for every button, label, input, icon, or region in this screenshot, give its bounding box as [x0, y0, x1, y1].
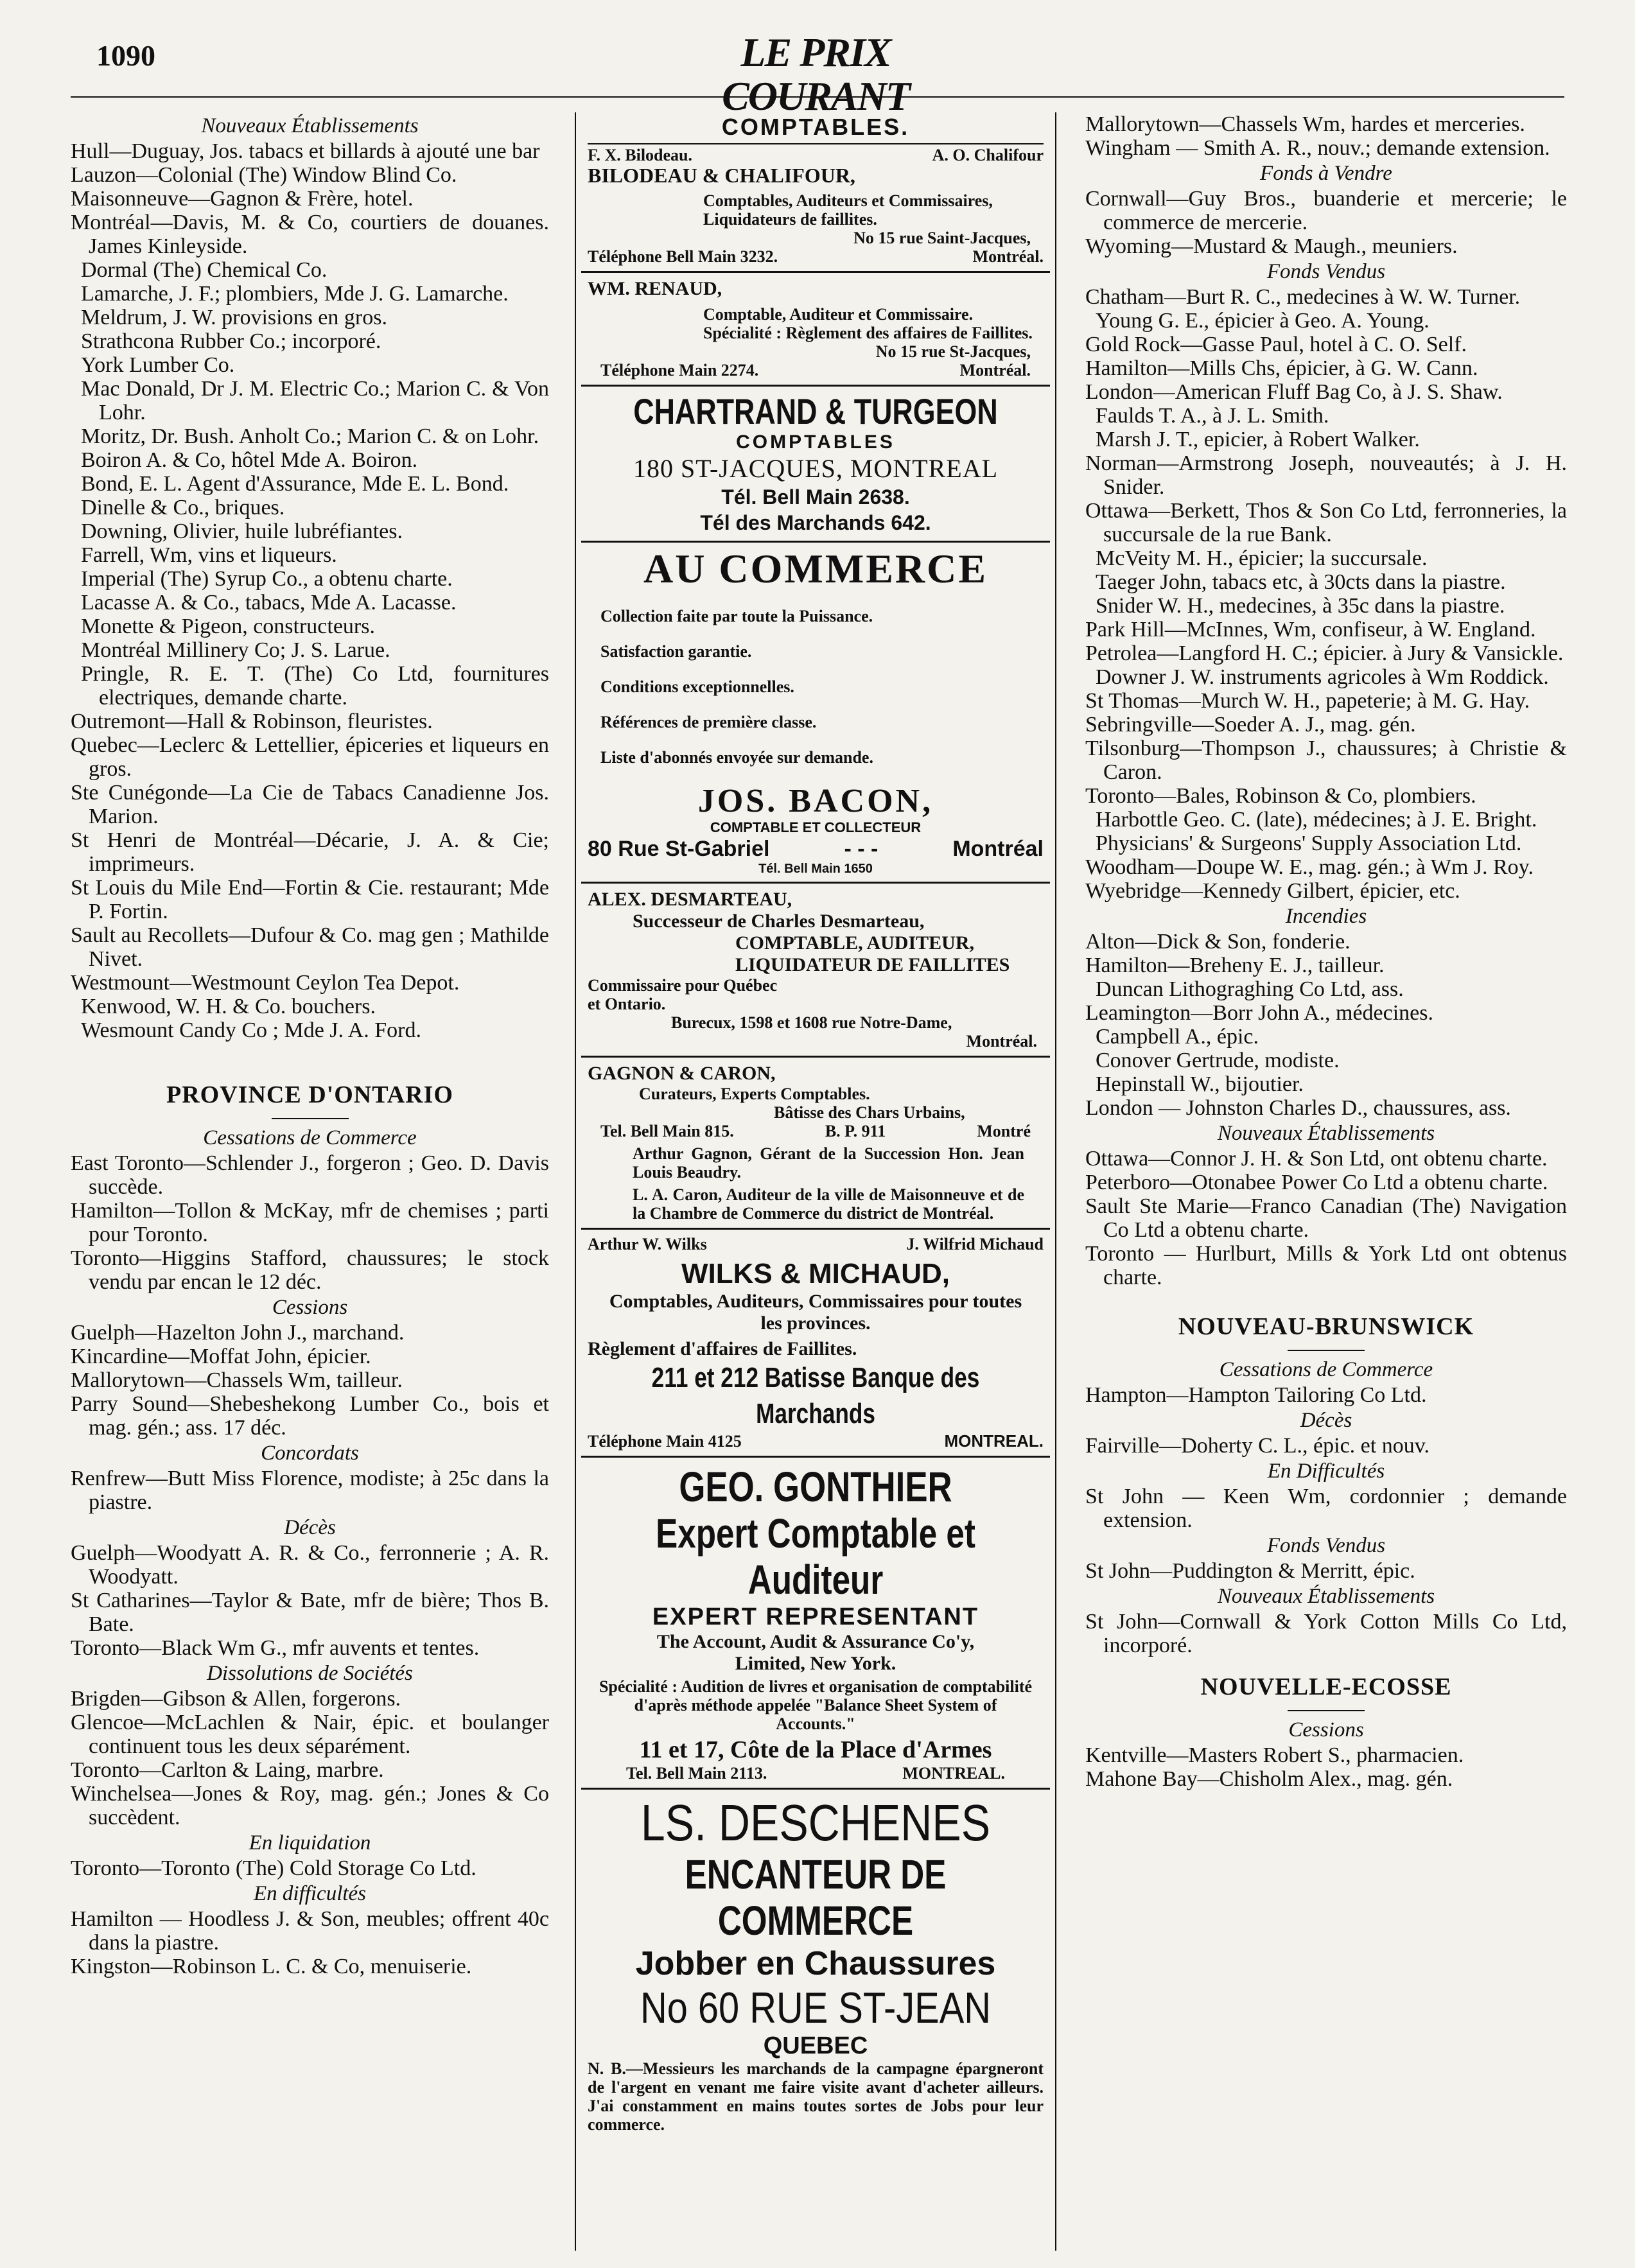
section-heading: Nouveaux Établissements [1217, 1585, 1435, 1608]
firm-role: COMPTABLE, AUDITEUR, [735, 932, 974, 954]
list-entry: Montréal—Davis, M. & Co, courtiers de douanes. James Kinleyside. [71, 211, 549, 258]
list-entry: Gold Rock—Gasse Paul, hotel à C. O. Self. [1085, 333, 1467, 356]
list-sub-entry: Lamarche, J. F.; plombiers, Mde J. G. Lamarche. [81, 282, 509, 306]
list-entry: Sebringville—Soeder A. J., mag. gén. [1085, 713, 1416, 737]
divider [272, 1118, 349, 1119]
comptables-title: COMPTABLES. [721, 114, 910, 140]
section-heading: Dissolutions de Sociétés [207, 1662, 413, 1685]
list-sub-entry: Moritz, Dr. Bush. Anholt Co.; Marion C. & on Lohr. [81, 424, 539, 448]
list-entry: Guelph—Hazelton John J., marchand. [71, 1321, 405, 1345]
list-entry: Peterboro—Otonabee Power Co Ltd a obtenu charte. [1085, 1171, 1548, 1194]
section-heading: Incendies [1285, 905, 1367, 928]
firm-bp: B. P. 911 [825, 1122, 886, 1140]
ad-line: Références de première classe. [600, 713, 817, 731]
firm-description: Comptables, Auditeurs et Commissaires, Liquidateurs de faillites. [703, 191, 993, 229]
firm-note: Règlement d'affaires de Faillites. [588, 1338, 857, 1359]
list-entry: Mallorytown—Chassels Wm, tailleur. [71, 1368, 403, 1392]
list-entry: St Henri de Montréal—Décarie, J. A. & Cie; imprimeurs. [71, 828, 549, 876]
section-heading: En liquidation [249, 1831, 371, 1854]
firm-city: Montréal. [966, 1032, 1037, 1051]
list-sub-entry: Wesmount Candy Co ; Mde J. A. Ford. [81, 1018, 421, 1042]
firm-address: 211 et 212 Batisse Banque des Marchands [651, 1362, 980, 1429]
firm-city: Montré [977, 1122, 1031, 1140]
province-heading: NOUVEAU-BRUNSWICK [1178, 1313, 1474, 1340]
list-sub-entry: Lacasse A. & Co., tabacs, Mde A. Lacasse. [81, 591, 457, 615]
firm-phone: Tél. Bell Main 1650 [758, 862, 873, 876]
divider [1288, 1710, 1365, 1711]
list-entry: St Louis du Mile End—Fortin & Cie. restaurant; Mde P. Fortin. [71, 876, 549, 923]
owner-name: JOS. BACON, [697, 783, 934, 819]
firm-phone: Tél des Marchands 642. [700, 511, 931, 534]
ad-line: Collection faite par toute la Puissance. [600, 607, 873, 625]
firm-address: No 15 rue Saint-Jacques, [853, 229, 1031, 247]
sub-entry-list [71, 258, 549, 710]
ad-bilodeau [581, 112, 1050, 273]
list-entry: Fairville—Doherty C. L., épic. et nouv. [1085, 1434, 1430, 1458]
list-entry: Outremont—Hall & Robinson, fleuristes. [71, 710, 433, 733]
list-sub-entry: Meldrum, J. W. provisions en gros. [81, 306, 387, 329]
section-heading: Cessations de Commerce [203, 1126, 417, 1149]
firm-subtitle: Jobber en Chaussures [635, 1945, 996, 1982]
section-heading: Cessions [272, 1296, 348, 1319]
ad-lines [588, 607, 1044, 767]
divider [1288, 1350, 1365, 1351]
list-entry: Wyoming—Mustard & Maugh., meuniers. [1085, 234, 1458, 258]
list-sub-entry: Montréal Millinery Co; J. S. Larue. [81, 638, 390, 662]
owner-role: COMPTABLE ET COLLECTEUR [710, 819, 922, 835]
list-sub-entry: York Lumber Co. [81, 353, 235, 377]
ad-line: Conditions exceptionnelles. [600, 677, 794, 696]
list-sub-entry: Mac Donald, Dr J. M. Electric Co.; Marion C. & Von Lohr. [81, 377, 549, 424]
list-entry: Westmount—Westmount Ceylon Tea Depot. [71, 971, 460, 995]
firm-phone: Téléphone Bell Main 3232. [588, 247, 778, 266]
list-entry: Norman—Armstrong Joseph, nouveautés; à J. H. Snider. [1085, 451, 1567, 499]
list-entry: Sault au Recollets—Dufour & Co. mag gen ; Mathilde Nivet. [71, 923, 549, 971]
list-entry: St Thomas—Murch W. H., papeterie; à M. G. Hay. [1085, 689, 1530, 713]
firm-name: GEO. GONTHIER [679, 1463, 952, 1510]
list-sub-entry: Kenwood, W. H. & Co. bouchers. [81, 995, 376, 1018]
list-entry: Park Hill—McInnes, Wm, confiseur, à W. England. [1085, 618, 1536, 641]
firm-title: COMPTABLES [736, 432, 895, 453]
masthead-logo: LE PRIX COURANT [722, 30, 909, 119]
list-entry: Parry Sound—Shebeshekong Lumber Co., bois et mag. gén.; ass. 17 déc. [71, 1392, 549, 1440]
list-sub-entry: Taeger John, tabacs etc, à 30cts dans la piastre. [1096, 570, 1506, 594]
list-sub-entry: Young G. E., épicier à Geo. A. Young. [1096, 309, 1430, 333]
province-heading: NOUVELLE-ECOSSE [1200, 1673, 1452, 1700]
list-entry: Wyebridge—Kennedy Gilbert, épicier, etc. [1085, 879, 1460, 903]
list-sub-entry: Duncan Lithograghing Co Ltd, ass. [1096, 977, 1404, 1001]
ad-chartrand [581, 387, 1050, 543]
firm-description: Spécialité : Audition de livres et organisation de comptabilité d'après méthode appelée "Balance Sheet System of Accounts." [599, 1677, 1033, 1733]
list-sub-entry: Downer J. W. instruments agricoles à Wm Roddick. [1096, 665, 1549, 689]
section-list [71, 1126, 549, 1978]
list-sub-entry: Farrell, Wm, vins et liqueurs. [81, 543, 337, 567]
list-sub-entry: Physicians' & Surgeons' Supply Association Ltd. [1096, 832, 1522, 855]
list-entry: St John — Keen Wm, cordonnier ; demande extension. [1085, 1485, 1567, 1532]
firm-title: ENCANTEUR DE COMMERCE [685, 1851, 947, 1944]
firm-name: BILODEAU & CHALIFOUR, [588, 164, 855, 187]
firm-city: Montréal. [959, 361, 1031, 379]
list-entry: Mallorytown—Chassels Wm, hardes et merceries. [1085, 112, 1525, 136]
partner-name: A. O. Chalifour [932, 146, 1044, 164]
list-entry: Hampton—Hampton Tailoring Co Ltd. [1085, 1383, 1427, 1407]
list-entry: St John—Cornwall & York Cotton Mills Co Ltd, incorporé. [1085, 1610, 1567, 1657]
firm-name: AU COMMERCE [643, 546, 988, 591]
firm-name: CHARTRAND & TURGEON [633, 391, 998, 432]
list-entry: Ottawa—Connor J. H. & Son Ltd, ont obtenu charte. [1085, 1147, 1548, 1171]
ad-renaud [581, 273, 1050, 387]
firm-phone: Tel. Bell Main 815. [600, 1122, 734, 1140]
list-entry: Hamilton—Tollon & McKay, mfr de chemises ; parti pour Toronto. [71, 1199, 549, 1246]
ad-deschenes [581, 1790, 1050, 2139]
ad-gonthier [581, 1458, 1050, 1790]
section-heading: Concordats [261, 1442, 359, 1465]
list-entry: Glencoe—McLachlen & Nair, épic. et boulanger continuent tous les deux séparément. [71, 1711, 549, 1758]
list-entry: Hamilton—Breheny E. J., tailleur. [1085, 954, 1385, 977]
firm-description: Comptables, Auditeurs, Commissaires pour toutes les provinces. [609, 1291, 1022, 1334]
section-heading: Cessions [1288, 1718, 1364, 1741]
entry-list [71, 710, 549, 995]
ad-wilks [581, 1230, 1050, 1458]
firm-address: Burecux, 1598 et 1608 rue Notre-Dame, [671, 1013, 952, 1032]
firm-role: LIQUIDATEUR DE FAILLITES [735, 954, 1010, 975]
list-entry: Brigden—Gibson & Allen, forgerons. [71, 1687, 401, 1711]
list-entry: Tilsonburg—Thompson J., chaussures; à Christie & Caron. [1085, 737, 1567, 784]
list-entry: Petrolea—Langford H. C.; épicier. à Jury & Vansickle. [1085, 641, 1564, 665]
header-rule [71, 96, 1564, 98]
ad-au-commerce [581, 543, 1050, 884]
firm-address: No 15 rue St-Jacques, [875, 342, 1031, 361]
section-heading: Fonds à Vendre [1260, 162, 1392, 185]
firm-phone: Tel. Bell Main 2113. [626, 1764, 767, 1783]
list-sub-entry: Snider W. H., medecines, à 35c dans la piastre. [1096, 594, 1505, 618]
list-entry: Maisonneuve—Gagnon & Frère, hotel. [71, 187, 414, 211]
list-entry: London — Johnston Charles D., chaussures, ass. [1085, 1096, 1511, 1120]
list-sub-entry: Campbell A., épic. [1096, 1025, 1259, 1049]
list-entry: Toronto — Hurlburt, Mills & York Ltd ont obtenus charte. [1085, 1242, 1567, 1289]
firm-note: N. B.—Messieurs les marchands de la campagne épargneront de l'argent en venant me faire visite avant d'acheter ailleurs. J'ai constamment en mains toutes sortes de Jobs pour leur commerce. [588, 2059, 1044, 2134]
section-heading: En Difficultés [1267, 1460, 1385, 1483]
list-entry: Toronto—Bales, Robinson & Co, plombiers. [1085, 784, 1476, 808]
list-entry: Toronto—Higgins Stafford, chaussures; le stock vendu par encan le 12 déc. [71, 1246, 549, 1294]
list-entry: Cornwall—Guy Bros., buanderie et mercerie; le commerce de mercerie. [1085, 187, 1567, 234]
list-entry: Chatham—Burt R. C., medecines à W. W. Turner. [1085, 285, 1521, 309]
separator: - - - [844, 837, 879, 861]
firm-city: QUEBEC [763, 2032, 868, 2059]
firm-address: Bâtisse des Chars Urbains, [774, 1103, 965, 1122]
section-list [1085, 161, 1567, 1289]
ad-line: Liste d'abonnés envoyée sur demande. [600, 748, 873, 767]
firm-company: The Account, Audit & Assurance Co'y, Limited, New York. [656, 1631, 975, 1674]
list-entry: Hamilton—Mills Chs, épicier, à G. W. Cann. [1085, 356, 1478, 380]
list-sub-entry: Dormal (The) Chemical Co. [81, 258, 328, 282]
sub-entry-list [71, 995, 549, 1042]
list-entry: London—American Fluff Bag Co, à J. S. Shaw. [1085, 380, 1503, 404]
ad-line: Satisfaction garantie. [600, 642, 752, 661]
list-entry: Mahone Bay—Chisholm Alex., mag. gén. [1085, 1767, 1453, 1791]
commissaire: Commissaire pour Québec et Ontario. [588, 976, 778, 1013]
section-heading: Fonds Vendus [1266, 260, 1386, 283]
list-entry: Kentville—Masters Robert S., pharmacien. [1085, 1743, 1464, 1767]
section-heading: Décès [1300, 1409, 1352, 1432]
list-entry: St Catharines—Taylor & Bate, mfr de bière; Thos B. Bate. [71, 1589, 549, 1636]
list-sub-entry: Bond, E. L. Agent d'Assurance, Mde E. L. Bond. [81, 472, 509, 496]
partner-name: Arthur W. Wilks [588, 1235, 707, 1253]
firm-description: Curateurs, Experts Comptables. [639, 1085, 870, 1103]
list-sub-entry: Dinelle & Co., briques. [81, 496, 285, 519]
list-entry: Woodham—Doupe W. E., mag. gén.; à Wm J. Roy. [1085, 855, 1534, 879]
list-sub-entry: Conover Gertrude, modiste. [1096, 1049, 1340, 1072]
list-entry: Toronto—Carlton & Laing, marbre. [71, 1758, 384, 1782]
partner-name: J. Wilfrid Michaud [906, 1235, 1044, 1253]
list-entry: Lauzon—Colonial (The) Window Blind Co. [71, 163, 457, 187]
ad-desmarteau [581, 884, 1050, 1058]
firm-phone: Tél. Bell Main 2638. [721, 485, 910, 509]
list-sub-entry: Downing, Olivier, huile lubréfiantes. [81, 519, 403, 543]
firm-name: WM. RENAUD, [588, 278, 722, 299]
list-entry: Renfrew—Butt Miss Florence, modiste; à 25c dans la piastre. [71, 1467, 549, 1514]
list-entry: Ottawa—Berkett, Thos & Son Co Ltd, ferronneries, la succursale de la rue Bank. [1085, 499, 1567, 546]
list-sub-entry: Harbottle Geo. C. (late), médecines; à J. E. Bright. [1096, 808, 1537, 832]
firm-phone: Téléphone Main 2274. [600, 361, 759, 379]
entry-list [71, 139, 549, 258]
ad-gagnon [581, 1058, 1050, 1230]
section-heading: Cessations de Commerce [1219, 1358, 1433, 1381]
section-list [1085, 1718, 1567, 1791]
firm-note: Arthur Gagnon, Gérant de la Succession Hon. Jean Louis Beaudry. [633, 1144, 1024, 1182]
column-ads [575, 112, 1056, 2251]
firm-phone: Téléphone Main 4125 [588, 1432, 742, 1451]
column-left [71, 112, 549, 2219]
list-entry: Sault Ste Marie—Franco Canadian (The) Navigation Co Ltd a obtenu charte. [1085, 1194, 1567, 1242]
list-sub-entry: Strathcona Rubber Co.; incorporé. [81, 329, 381, 353]
list-entry: Guelph—Woodyatt A. R. & Co., ferronnerie ; A. R. Woodyatt. [71, 1541, 549, 1589]
firm-city: Montréal. [972, 247, 1044, 266]
list-entry: East Toronto—Schlender J., forgeron ; Geo. D. Davis succède. [71, 1151, 549, 1199]
list-sub-entry: Boiron A. & Co, hôtel Mde A. Boiron. [81, 448, 418, 472]
page-number: 1090 [96, 39, 155, 72]
column-right [1085, 112, 1567, 2219]
list-sub-entry: Marsh J. T., epicier, à Robert Walker. [1096, 428, 1420, 451]
list-sub-entry: McVeity M. H., épicier; la succursale. [1096, 546, 1428, 570]
list-entry: Toronto—Black Wm G., mfr auvents et tentes. [71, 1636, 480, 1660]
list-entry: Hull—Duguay, Jos. tabacs et billards à ajouté une bar [71, 139, 540, 163]
firm-note: L. A. Caron, Auditeur de la ville de Maisonneuve et de la Chambre de Commerce du district de Montréal. [633, 1185, 1024, 1223]
list-entry: St John—Puddington & Merritt, épic. [1085, 1559, 1415, 1583]
list-entry: Alton—Dick & Son, fonderie. [1085, 930, 1351, 954]
list-entry: Toronto—Toronto (The) Cold Storage Co Ltd. [71, 1856, 477, 1880]
list-sub-entry: Pringle, R. E. T. (The) Co Ltd, fournitures electriques, demande charte. [81, 662, 549, 710]
section-heading: Fonds Vendus [1266, 1534, 1386, 1557]
firm-description: Comptable, Auditeur et Commissaire. Spécialité : Règlement des affaires de Faillites. [703, 305, 1033, 342]
list-entry: Wingham — Smith A. R., nouv.; demande extension. [1085, 136, 1550, 160]
section-heading: Nouveaux Établissements [1217, 1122, 1435, 1145]
list-entry: Hamilton — Hoodless J. & Son, meubles; offrent 40c dans la piastre. [71, 1907, 549, 1955]
firm-name: LS. DESCHENES [640, 1794, 991, 1851]
firm-city: MONTREAL. [944, 1431, 1044, 1451]
firm-subtitle: EXPERT REPRESENTANT [652, 1603, 979, 1630]
list-entry: Ste Cunégonde—La Cie de Tabacs Canadienne Jos. Marion. [71, 781, 549, 828]
province-heading: PROVINCE D'ONTARIO [166, 1081, 453, 1108]
section-heading: Décès [284, 1516, 336, 1539]
entry-list [1085, 112, 1567, 160]
list-entry: Kincardine—Moffat John, épicier. [71, 1345, 371, 1368]
list-sub-entry: Monette & Pigeon, constructeurs. [81, 615, 375, 638]
firm-title: Expert Comptable et Auditeur [656, 1510, 975, 1603]
section-heading: En difficultés [253, 1882, 367, 1905]
firm-name: ALEX. DESMARTEAU, [588, 889, 792, 910]
firm-address: 180 ST-JACQUES, MONTREAL [633, 454, 999, 483]
list-entry: Kingston—Robinson L. C. & Co, menuiserie. [71, 1955, 472, 1978]
list-entry: Quebec—Leclerc & Lettellier, épiceries et liqueurs en gros. [71, 733, 549, 781]
firm-name: WILKS & MICHAUD, [681, 1258, 950, 1289]
section-heading: Nouveaux Établissements [201, 114, 419, 137]
list-sub-entry: Faulds T. A., à J. L. Smith. [1096, 404, 1329, 428]
firm-city: MONTREAL. [902, 1764, 1005, 1783]
firm-name: GAGNON & CARON, [588, 1063, 776, 1084]
partner-name: F. X. Bilodeau. [588, 146, 693, 164]
list-sub-entry: Imperial (The) Syrup Co., a obtenu charte. [81, 567, 453, 591]
firm-address: 80 Rue St-Gabriel [588, 837, 770, 861]
list-entry: Winchelsea—Jones & Roy, mag. gén.; Jones & Co succèdent. [71, 1782, 549, 1829]
list-sub-entry: Hepinstall W., bijoutier. [1096, 1072, 1304, 1096]
firm-city: Montréal [952, 837, 1044, 861]
firm-address: No 60 RUE ST-JEAN [640, 1984, 992, 2032]
firm-address: 11 et 17, Côte de la Place d'Armes [639, 1736, 992, 1763]
successor: Successeur de Charles Desmarteau, [633, 911, 925, 932]
list-entry: Leamington—Borr John A., médecines. [1085, 1001, 1434, 1025]
section-list [1085, 1357, 1567, 1657]
